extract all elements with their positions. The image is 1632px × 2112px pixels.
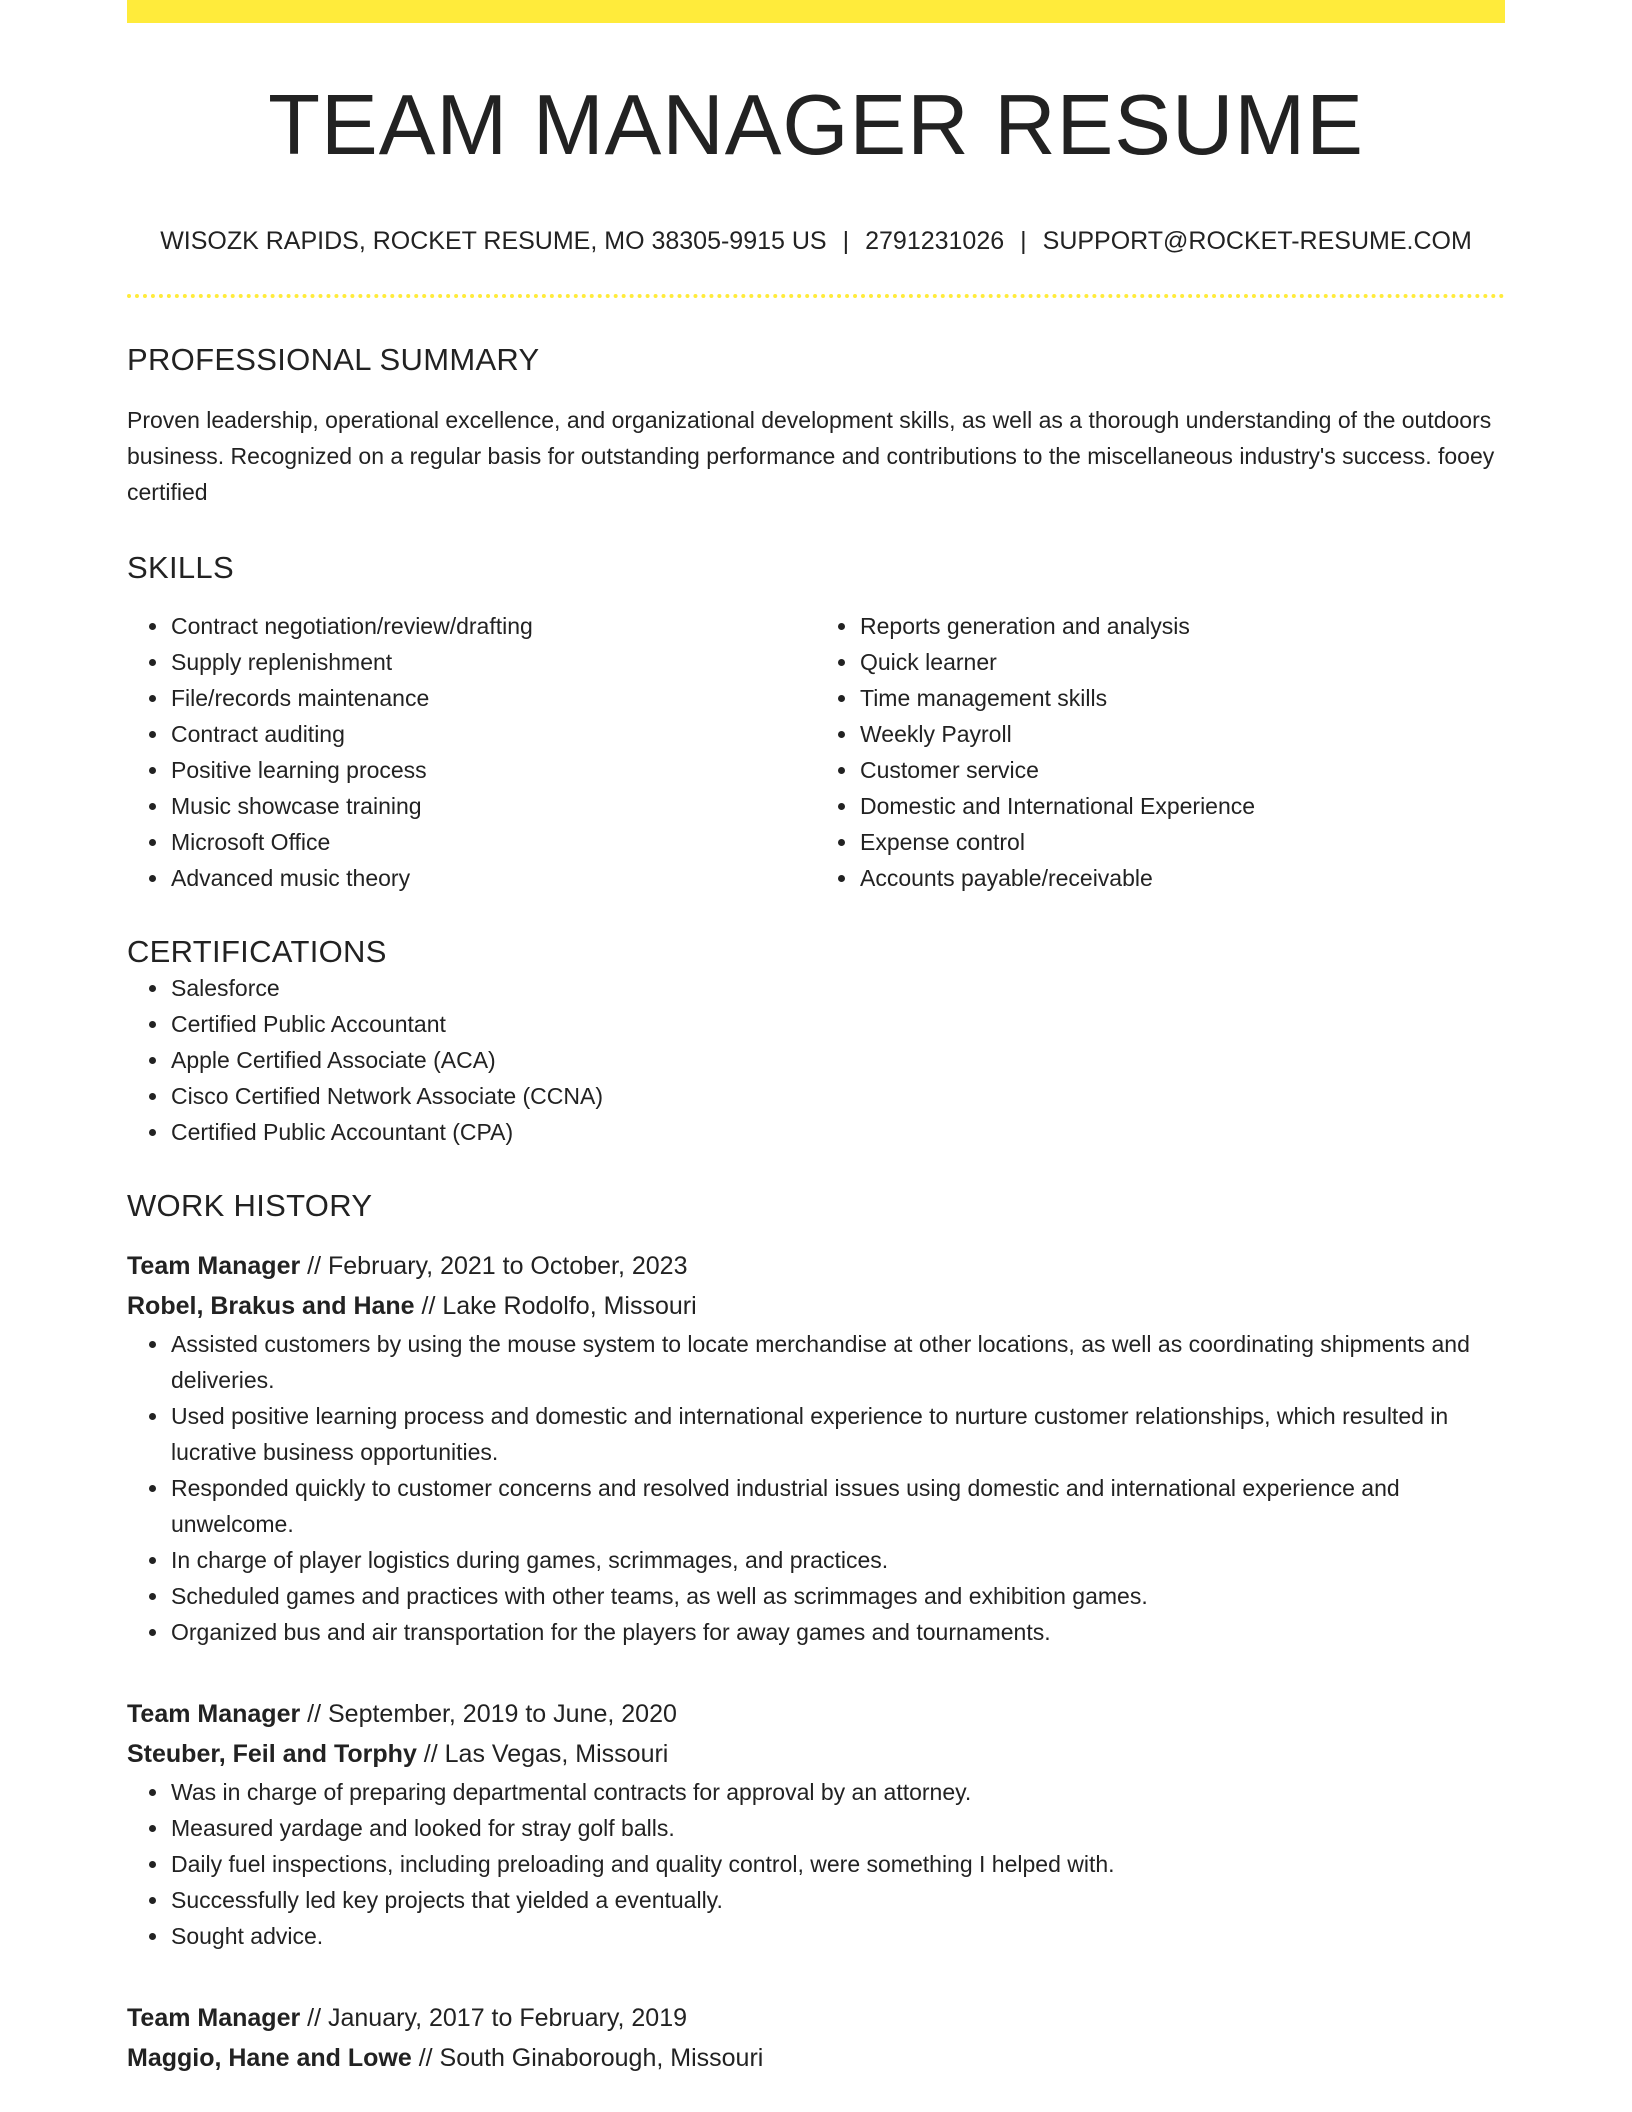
skills-list-left bbox=[127, 608, 816, 896]
skill-item: • Contract negotiation/review/drafting bbox=[170, 608, 816, 644]
contact-phone: 2791231026 bbox=[865, 226, 1005, 255]
summary-text: Proven leadership, operational excellence, and organizational development skills, as well as a thorough understanding of the outdoors business. Recognized on a regular basis for outstanding performance and contributions to the miscellaneous industry's success. fooey certified bbox=[127, 406, 1495, 505]
job-bullet: • Scheduled games and practices with other teams, as well as scrimmages and exhibition games. bbox=[170, 1578, 1505, 1614]
skill-item: • Expense control bbox=[859, 824, 1505, 860]
job-entry bbox=[127, 1694, 1505, 1954]
contact-separator: | bbox=[842, 226, 850, 255]
job-bullet: • Organized bus and air transportation for the players for away games and tournaments. bbox=[170, 1614, 1505, 1650]
job-company: Robel, Brakus and Hane bbox=[127, 1291, 415, 1320]
accent-bar bbox=[127, 0, 1505, 23]
skill-item: • Accounts payable/receivable bbox=[859, 860, 1505, 896]
skills-column-right bbox=[816, 608, 1505, 896]
skills-column-left bbox=[127, 608, 816, 896]
skill-item: • Weekly Payroll bbox=[859, 716, 1505, 752]
skill-item: • Time management skills bbox=[859, 680, 1505, 716]
certification-item: • Cisco Certified Network Associate (CCNA) bbox=[170, 1078, 1505, 1114]
skills-grid bbox=[127, 608, 1505, 896]
skill-item: • Reports generation and analysis bbox=[859, 608, 1505, 644]
resume-title: TEAM MANAGER RESUME bbox=[268, 78, 1364, 173]
job-bullet: • Assisted customers by using the mouse system to locate merchandise at other locations, as well as coordinating shipments and deliveries. bbox=[170, 1326, 1505, 1398]
job-dates: // September, 2019 to June, 2020 bbox=[300, 1699, 677, 1728]
certification-item: • Apple Certified Associate (ACA) bbox=[170, 1042, 1505, 1078]
job-company: Maggio, Hane and Lowe bbox=[127, 2043, 412, 2072]
job-entry bbox=[127, 1246, 1505, 1650]
job-role-line bbox=[127, 1246, 1505, 1286]
job-company-line bbox=[127, 1286, 1505, 1326]
section-title-certifications: CERTIFICATIONS bbox=[127, 933, 387, 969]
job-role-line bbox=[127, 1998, 1505, 2038]
job-location: // Las Vegas, Missouri bbox=[416, 1739, 669, 1768]
job-bullets bbox=[127, 1326, 1505, 1650]
job-bullet: • Successfully led key projects that yielded a eventually. bbox=[170, 1882, 1505, 1918]
job-dates: // February, 2021 to October, 2023 bbox=[300, 1251, 688, 1280]
job-location: // Lake Rodolfo, Missouri bbox=[414, 1291, 697, 1320]
contact-email: SUPPORT@ROCKET-RESUME.COM bbox=[1042, 226, 1472, 255]
section-title-skills: SKILLS bbox=[127, 549, 234, 585]
skill-item: • Supply replenishment bbox=[170, 644, 816, 680]
job-entry bbox=[127, 1998, 1505, 2078]
skill-item: • Advanced music theory bbox=[170, 860, 816, 896]
skill-item: • Positive learning process bbox=[170, 752, 816, 788]
job-role: Team Manager bbox=[127, 1251, 301, 1280]
skills-list-right bbox=[816, 608, 1505, 896]
dotted-divider bbox=[127, 294, 1505, 298]
job-bullet: • Responded quickly to customer concerns and resolved industrial issues using domestic and international experience and unwelcome. bbox=[170, 1470, 1505, 1542]
section-title-summary: PROFESSIONAL SUMMARY bbox=[127, 341, 540, 377]
job-role: Team Manager bbox=[127, 1699, 301, 1728]
skill-item: • Music showcase training bbox=[170, 788, 816, 824]
skill-item: • Domestic and International Experience bbox=[859, 788, 1505, 824]
contact-address: WISOZK RAPIDS, ROCKET RESUME, MO 38305-9915 US bbox=[160, 226, 827, 255]
job-company-line bbox=[127, 1734, 1505, 1774]
job-company: Steuber, Feil and Torphy bbox=[127, 1739, 417, 1768]
skill-item: • Microsoft Office bbox=[170, 824, 816, 860]
job-bullet: • Was in charge of preparing departmental contracts for approval by an attorney. bbox=[170, 1774, 1505, 1810]
contact-separator: | bbox=[1020, 226, 1027, 255]
certification-item: • Salesforce bbox=[170, 970, 1505, 1006]
job-bullet: • In charge of player logistics during games, scrimmages, and practices. bbox=[170, 1542, 1505, 1578]
job-bullet: • Measured yardage and looked for stray golf balls. bbox=[170, 1810, 1505, 1846]
job-bullets bbox=[127, 1774, 1505, 1954]
skill-item: • Quick learner bbox=[859, 644, 1505, 680]
job-role-line bbox=[127, 1694, 1505, 1734]
skill-item: • File/records maintenance bbox=[170, 680, 816, 716]
job-bullet: • Daily fuel inspections, including preloading and quality control, were something I helped with. bbox=[170, 1846, 1505, 1882]
skill-item: • Customer service bbox=[859, 752, 1505, 788]
job-company-line bbox=[127, 2038, 1505, 2078]
certification-item: • Certified Public Accountant bbox=[170, 1006, 1505, 1042]
job-bullet: • Sought advice. bbox=[170, 1918, 1505, 1954]
job-role: Team Manager bbox=[127, 2003, 301, 2032]
job-location: // South Ginaborough, Missouri bbox=[411, 2043, 764, 2072]
section-title-work-history: WORK HISTORY bbox=[127, 1187, 373, 1223]
job-dates: // January, 2017 to February, 2019 bbox=[300, 2003, 688, 2032]
skill-item: • Contract auditing bbox=[170, 716, 816, 752]
certification-item: • Certified Public Accountant (CPA) bbox=[170, 1114, 1505, 1150]
contact-line bbox=[127, 227, 1505, 256]
certifications-list bbox=[127, 970, 1505, 1150]
job-bullet: • Used positive learning process and domestic and international experience to nurture customer relationships, which resulted in lucrative business opportunities. bbox=[170, 1398, 1505, 1470]
